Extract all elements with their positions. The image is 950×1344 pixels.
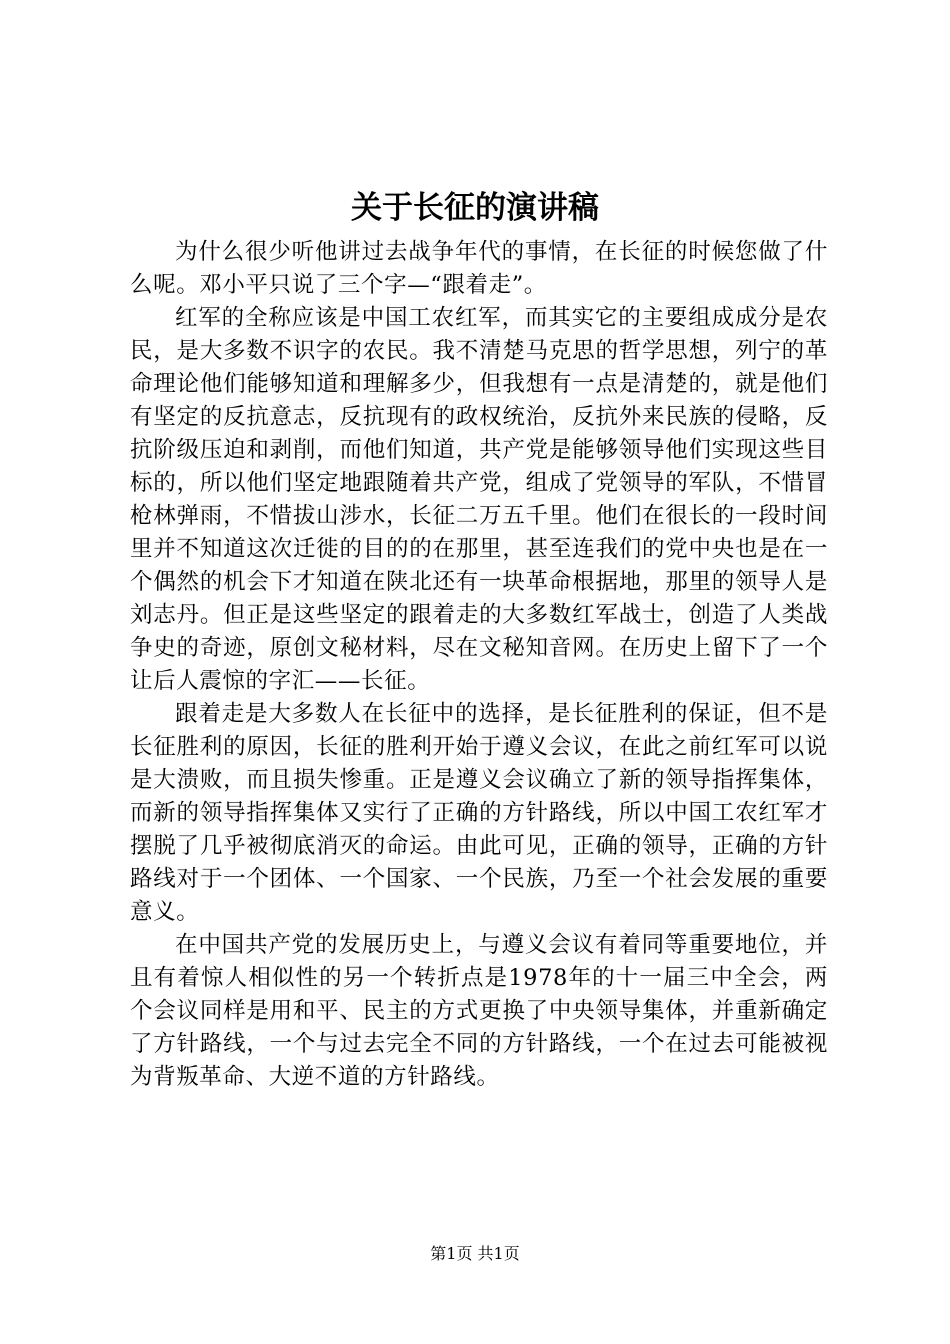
page-title: 关于长征的演讲稿 [351, 190, 599, 226]
document-body [130, 236, 828, 1094]
paragraph-2: 红军的全称应该是中国工农红军，而其实它的主要组成成分是农民，是大多数不识字的农民。我不清楚马克思的哲学思想，列宁的革命理论他们能够知道和理解多少，但我想有一点是清楚的，就是他们有坚定的反抗意志，反抗现有的政权统治，反抗外来民族的侵略，反抗阶级压迫和剥削，而他们知道，共产党是能够领导他们实现这些目标的，所以他们坚定地跟随着共产党，组成了党领导的军队，不惜冒枪林弹雨，不惜拔山涉水，长征二万五千里。他们在很长的一段时间里并不知道这次迁徙的目的的在那里，甚至连我们的党中央也是在一个偶然的机会下才知道在陕北还有一块革命根据地，那里的领导人是刘志丹。但正是这些坚定的跟着走的大多数红军战士，创造了人类战争史的奇迹，原创文秘材料，尽在文秘知音网。在历史上留下了一个让后人震惊的字汇——长征。 [130, 305, 828, 694]
paragraph-4: 在中国共产党的发展历史上，与遵义会议有着同等重要地位，并且有着惊人相似性的另一个转折点是1978年的十一届三中全会，两个会议同样是用和平、民主的方式更换了中央领导集体，并重新确定了方针路线，一个与过去完全不同的方针路线，一个在过去可能被视为背叛革命、大逆不道的方针路线。 [130, 932, 828, 1090]
page-footer [0, 1244, 950, 1264]
paragraph-1: 为什么很少听他讲过去战争年代的事情，在长征的时候您做了什么呢。邓小平只说了三个字—“跟着走”。 [130, 239, 828, 298]
page-indicator: 第1页 共1页 [430, 1244, 520, 1263]
paragraph-3: 跟着走是大多数人在长征中的选择，是长征胜利的保证，但不是长征胜利的原因，长征的胜利开始于遵义会议，在此之前红军可以说是大溃败，而且损失惨重。正是遵义会议确立了新的领导指挥集体，而新的领导指挥集体又实行了正确的方针路线，所以中国工农红军才摆脱了几乎被彻底消灭的命运。由此可见，正确的领导，正确的方针路线对于一个团体、一个国家、一个民族，乃至一个社会发展的重要意义。 [130, 701, 828, 925]
